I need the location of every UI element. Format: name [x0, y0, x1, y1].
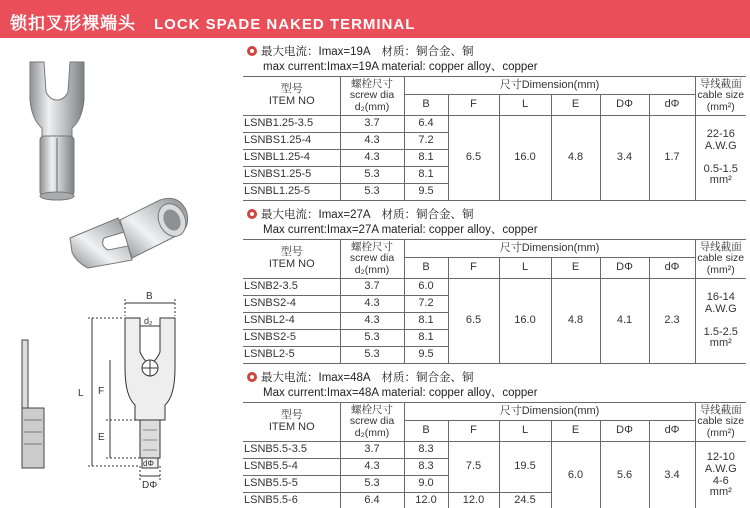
col-header-e: E: [551, 95, 600, 116]
section-spec-header: [243, 205, 746, 239]
spec-line-cn: 最大电流：Imax=27A 材质：铜合金、铜: [261, 209, 474, 221]
table-row: LSNBS2-4 4.3 7.2: [243, 296, 746, 313]
col-header-cable: 导线截面 cable size (mm²): [695, 403, 746, 442]
dim-label-d2: d₂: [144, 316, 153, 326]
dim-label-b: B: [146, 291, 153, 302]
terminal-photo-angled: [70, 198, 191, 268]
table-row: LSNBL1.25-4 4.3 8.1: [243, 150, 746, 167]
col-header-l: L: [499, 421, 551, 442]
page-title: [10, 9, 415, 34]
bullet-icon: [247, 209, 257, 219]
table-row: LSNB5.5-5 5.3 9.0: [243, 476, 746, 493]
cable-size-cell: 22-16 A.W.G 0.5-1.5 mm²: [695, 116, 746, 201]
table-row: LSNB1.25-3.5 3.7 6.4 6.5 16.0 4.8 3.4 1.7 22-16 A.W.G 0.5-1.5 mm²: [243, 116, 746, 133]
section-spec-header: [243, 42, 746, 76]
dim-label-l: L: [78, 388, 84, 399]
col-header-cable: 导线截面 cable size (mm²): [695, 240, 746, 279]
table-row: LSNBL2-4 4.3 8.1: [243, 313, 746, 330]
col-header-b: B: [404, 258, 448, 279]
dim-label-e: E: [98, 432, 105, 443]
col-header-dphi-outer: DΦ: [600, 95, 649, 116]
spec-sections: [243, 42, 746, 508]
spec-line-en: Max current:Imax=48A material: copper alloy、copper: [263, 387, 538, 399]
dim-label-f: F: [98, 386, 105, 397]
cable-size-cell: 12-10 A.W.G 4-6 mm²: [695, 442, 746, 508]
cable-size-cell: 16-14 A.W.G 1.5-2.5 mm²: [695, 279, 746, 364]
spec-line-en: Max current:Imax=27A material: copper alloy、copper: [263, 224, 538, 236]
header-banner: [0, 0, 750, 38]
table-row: LSNB2-3.5 3.7 6.0 6.5 16.0 4.8 4.1 2.3 16-14 A.W.G 1.5-2.5 mm²: [243, 279, 746, 296]
col-header-dphi-outer: DΦ: [600, 421, 649, 442]
col-header-b: B: [404, 95, 448, 116]
col-header-model: 型号 ITEM NO: [243, 240, 340, 279]
col-header-f: F: [448, 258, 499, 279]
table-row: LSNB5.5-4 4.3 8.3: [243, 459, 746, 476]
dim-label-dphi: dΦ: [143, 459, 154, 468]
col-header-f: F: [448, 95, 499, 116]
table-row: LSNBL1.25-5 5.3 9.5: [243, 184, 746, 201]
col-header-dphi-inner: dΦ: [649, 421, 695, 442]
bullet-icon: [247, 372, 257, 382]
table-row: LSNB5.5-6 6.4 12.0 12.0 24.5: [243, 493, 746, 508]
spec-table: [243, 402, 746, 508]
col-header-dphi-inner: dΦ: [649, 95, 695, 116]
table-row: LSNBL2-5 5.3 9.5: [243, 347, 746, 364]
col-header-dimension: 尺寸Dimension(mm): [404, 77, 695, 95]
col-header-model: 型号 ITEM NO: [243, 77, 340, 116]
col-header-e: E: [551, 258, 600, 279]
col-header-dphi-inner: dΦ: [649, 258, 695, 279]
dim-label-dphi-outer: DΦ: [142, 480, 158, 491]
col-header-screw: 螺栓尺寸 screw dia d₂(mm): [340, 403, 404, 442]
spec-line-en: max current:Imax=19A material: copper alloy、copper: [263, 61, 538, 73]
side-view-drawing: [22, 340, 44, 468]
col-header-dimension: 尺寸Dimension(mm): [404, 403, 695, 421]
spec-line-cn: 最大电流：Imax=48A 材质：铜合金、铜: [261, 372, 474, 384]
table-row: LSNB5.5-3.5 3.7 8.3 7.5 19.5 6.0 5.6 3.4 12-10 A.W.G 4-6 mm²: [243, 442, 746, 459]
col-header-l: L: [499, 95, 551, 116]
col-header-cable: 导线截面 cable size (mm²): [695, 77, 746, 116]
terminal-photo-upright: [30, 62, 84, 200]
title-en: LOCK SPADE NAKED TERMINAL: [154, 16, 416, 33]
col-header-l: L: [499, 258, 551, 279]
col-header-model: 型号 ITEM NO: [243, 403, 340, 442]
spec-line-cn: 最大电流：Imax=19A 材质：铜合金、铜: [261, 46, 474, 58]
col-header-e: E: [551, 421, 600, 442]
col-header-dimension: 尺寸Dimension(mm): [404, 240, 695, 258]
table-row: LSNBS1.25-4 4.3 7.2: [243, 133, 746, 150]
col-header-b: B: [404, 421, 448, 442]
bullet-icon: [247, 46, 257, 56]
col-header-dphi-outer: DΦ: [600, 258, 649, 279]
title-cn: 锁扣叉形裸端头: [10, 14, 136, 33]
section-19a: [243, 42, 746, 201]
spec-table: [243, 76, 746, 201]
col-header-screw: 螺栓尺寸 screw dia d₂(mm): [340, 240, 404, 279]
spec-table: [243, 239, 746, 364]
section-48a: [243, 368, 746, 508]
col-header-screw: 螺栓尺寸 screw dia d₂(mm): [340, 77, 404, 116]
table-row: LSNBS1.25-5 5.3 8.1: [243, 167, 746, 184]
section-spec-header: [243, 368, 746, 402]
table-row: LSNBS2-5 5.3 8.1: [243, 330, 746, 347]
col-header-f: F: [448, 421, 499, 442]
terminal-illustration: [0, 38, 245, 508]
section-27a: [243, 205, 746, 364]
